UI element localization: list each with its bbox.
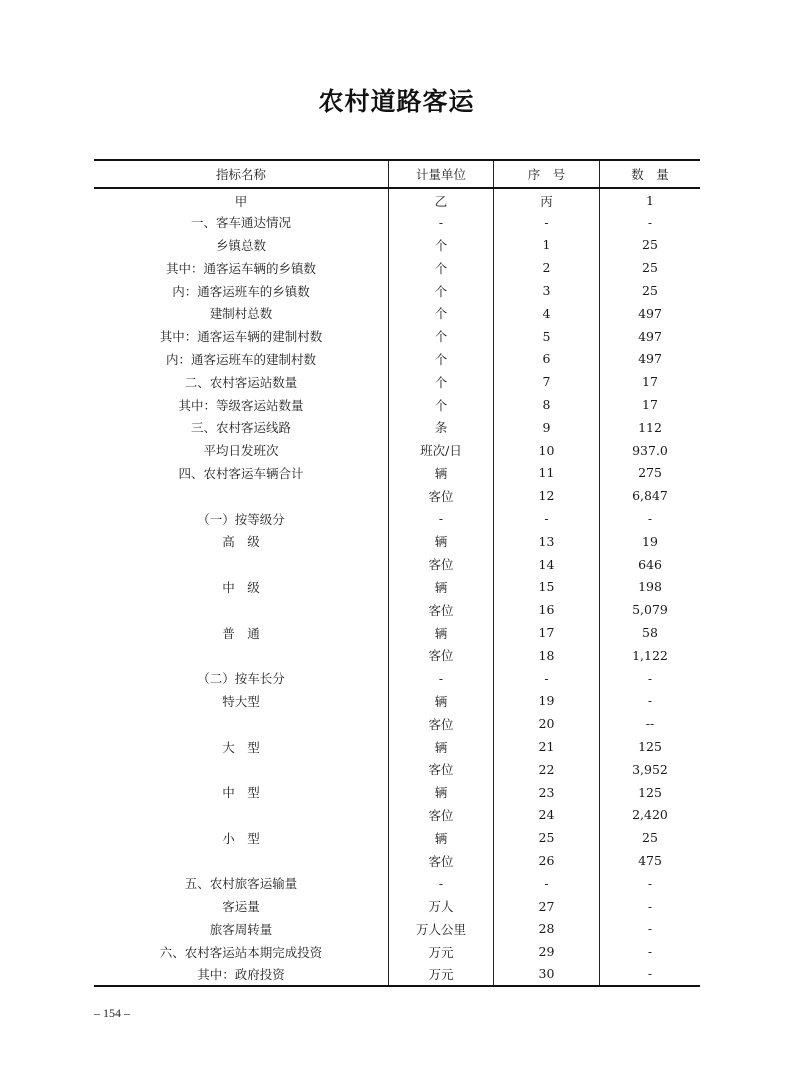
cell-quantity: 937.0: [600, 439, 701, 462]
table-row: [94, 826, 700, 849]
cell-indicator-name: [94, 484, 389, 507]
cell-serial-number: -: [494, 872, 600, 895]
cell-quantity: -: [600, 667, 701, 690]
cell-unit: 客位: [389, 553, 494, 576]
table-row: [94, 712, 700, 735]
table-row: [94, 804, 700, 827]
table-body: [94, 188, 700, 986]
cell-quantity: 2,420: [600, 804, 701, 827]
cell-indicator-name: 六、农村客运站本期完成投资: [159, 944, 323, 960]
cell-serial-number: 25: [494, 826, 600, 849]
cell-indicator-name: 旅客周转量: [209, 921, 273, 937]
cell-indicator-name: [94, 553, 389, 576]
cell-indicator-name: 三、农村客运线路: [190, 420, 291, 436]
cell-indicator-name: 高 级: [222, 534, 260, 550]
table-row: [94, 963, 700, 986]
cell-serial-number: 2: [494, 256, 600, 279]
cell-quantity: -: [600, 507, 701, 530]
table-row: [94, 872, 700, 895]
cell-serial-number: 14: [494, 553, 600, 576]
cell-serial-number: 3: [494, 279, 600, 302]
cell-unit: 个: [389, 302, 494, 325]
table-row: [94, 348, 700, 371]
cell-unit: 辆: [389, 781, 494, 804]
header-quantity: 数 量: [600, 160, 701, 188]
page-number: – 154 –: [94, 1006, 130, 1020]
cell-indicator-name: 其中：政府投资: [94, 963, 389, 986]
cell-unit: 客位: [389, 804, 494, 827]
table-row: [94, 393, 700, 416]
cell-serial-number: 11: [494, 462, 600, 485]
cell-unit: 客位: [389, 758, 494, 781]
cell-serial-number: 6: [494, 348, 600, 371]
cell-quantity: 497: [600, 325, 701, 348]
cell-quantity: 25: [600, 826, 701, 849]
cell-indicator-name: 小 型: [222, 830, 260, 846]
cell-unit: 个: [389, 393, 494, 416]
cell-unit: 客位: [389, 849, 494, 872]
cell-quantity: 58: [600, 621, 701, 644]
table-row: [94, 439, 700, 462]
table-row: [94, 325, 700, 348]
cell-unit: 万人公里: [389, 918, 494, 941]
cell-indicator-name: [94, 804, 389, 827]
cell-indicator-name: [94, 758, 389, 781]
cell-quantity: 125: [600, 735, 701, 758]
cell-unit: 客位: [389, 484, 494, 507]
cell-indicator-name: 普 通: [222, 625, 260, 641]
cell-quantity: 17: [600, 370, 701, 393]
cell-unit: 辆: [389, 621, 494, 644]
cell-serial-number: 1: [494, 234, 600, 257]
table-row: [94, 188, 700, 211]
cell-serial-number: -: [494, 211, 600, 234]
table-row: [94, 849, 700, 872]
cell-unit: 辆: [389, 576, 494, 599]
table-row: [94, 735, 700, 758]
cell-indicator-name: 乡镇总数: [215, 237, 266, 253]
cell-serial-number: -: [494, 667, 600, 690]
cell-indicator-name: 大 型: [222, 739, 260, 755]
table-row: [94, 940, 700, 963]
cell-serial-number: 20: [494, 712, 600, 735]
cell-serial-number: 丙: [494, 188, 600, 211]
cell-serial-number: 7: [494, 370, 600, 393]
cell-serial-number: 24: [494, 804, 600, 827]
cell-unit: 个: [389, 234, 494, 257]
table-row: [94, 530, 700, 553]
table-row: [94, 484, 700, 507]
cell-unit: 辆: [389, 735, 494, 758]
cell-serial-number: 22: [494, 758, 600, 781]
cell-indicator-name: 建制村总数: [209, 306, 273, 322]
cell-unit: 个: [389, 325, 494, 348]
cell-quantity: -: [600, 895, 701, 918]
cell-quantity: 25: [600, 279, 701, 302]
cell-serial-number: 19: [494, 690, 600, 713]
table-row: [94, 690, 700, 713]
cell-unit: 辆: [389, 462, 494, 485]
table-row: [94, 507, 700, 530]
cell-serial-number: 26: [494, 849, 600, 872]
cell-unit: -: [389, 507, 494, 530]
cell-quantity: 475: [600, 849, 701, 872]
cell-quantity: -: [600, 690, 701, 713]
cell-serial-number: -: [494, 507, 600, 530]
cell-unit: 万人: [389, 895, 494, 918]
header-indicator-name: 指标名称: [94, 160, 389, 188]
cell-indicator-name: 平均日发班次: [203, 443, 279, 459]
cell-unit: 万元: [389, 963, 494, 986]
table-row: [94, 576, 700, 599]
cell-quantity: 1: [600, 188, 701, 211]
table-row: [94, 667, 700, 690]
cell-indicator-name: 一、客车通达情况: [190, 215, 291, 231]
table-row: [94, 598, 700, 621]
page-title: 农村道路客运: [318, 87, 475, 116]
cell-serial-number: 4: [494, 302, 600, 325]
cell-unit: 班次/日: [389, 439, 494, 462]
table-row: [94, 416, 700, 439]
cell-indicator-name: （二）按车长分: [197, 671, 285, 687]
cell-quantity: 646: [600, 553, 701, 576]
cell-quantity: 125: [600, 781, 701, 804]
cell-quantity: --: [600, 712, 701, 735]
cell-indicator-name: 特大型: [222, 693, 260, 709]
cell-serial-number: 16: [494, 598, 600, 621]
cell-indicator-name: 五、农村旅客运输量: [184, 876, 298, 892]
cell-indicator-name: [94, 849, 389, 872]
table-row: [94, 234, 700, 257]
cell-unit: 辆: [389, 690, 494, 713]
cell-unit: -: [389, 667, 494, 690]
table-row: [94, 553, 700, 576]
cell-quantity: 275: [600, 462, 701, 485]
cell-unit: 客位: [389, 598, 494, 621]
cell-indicator-name: 其中：等级客运站数量: [178, 397, 304, 413]
cell-unit: 个: [389, 256, 494, 279]
cell-indicator-name: （一）按等级分: [197, 511, 285, 527]
cell-indicator-name: 二、农村客运站数量: [184, 374, 298, 390]
cell-quantity: -: [600, 918, 701, 941]
cell-quantity: 1,122: [600, 644, 701, 667]
cell-serial-number: 28: [494, 918, 600, 941]
table-row: [94, 758, 700, 781]
cell-serial-number: 13: [494, 530, 600, 553]
cell-serial-number: 29: [494, 940, 600, 963]
cell-indicator-name: 内：通客运班车的乡镇数: [172, 283, 310, 299]
cell-indicator-name: 其中：通客运车辆的建制村数: [159, 329, 323, 345]
cell-indicator-name: 其中：通客运车辆的乡镇数: [165, 260, 316, 276]
cell-quantity: 5,079: [600, 598, 701, 621]
cell-indicator-name: 甲: [234, 193, 248, 209]
cell-indicator-name: 四、农村客运车辆合计: [178, 465, 304, 481]
cell-unit: 个: [389, 279, 494, 302]
cell-serial-number: 27: [494, 895, 600, 918]
cell-indicator-name: [94, 712, 389, 735]
statistics-table: [94, 159, 700, 987]
cell-unit: 辆: [389, 530, 494, 553]
cell-quantity: -: [600, 940, 701, 963]
cell-serial-number: 5: [494, 325, 600, 348]
cell-quantity: 112: [600, 416, 701, 439]
table-row: [94, 918, 700, 941]
table-row: [94, 370, 700, 393]
table-row: [94, 781, 700, 804]
cell-unit: -: [389, 211, 494, 234]
cell-unit: 万元: [389, 940, 494, 963]
table-row: [94, 211, 700, 234]
cell-quantity: 6,847: [600, 484, 701, 507]
table-row: [94, 462, 700, 485]
cell-unit: 辆: [389, 826, 494, 849]
header-serial-number: 序 号: [494, 160, 600, 188]
cell-unit: 客位: [389, 644, 494, 667]
table-row: [94, 279, 700, 302]
cell-indicator-name: 中 级: [222, 579, 260, 595]
cell-indicator-name: [94, 644, 389, 667]
cell-unit: 乙: [389, 188, 494, 211]
cell-quantity: 17: [600, 393, 701, 416]
cell-unit: 个: [389, 370, 494, 393]
cell-quantity: 3,952: [600, 758, 701, 781]
cell-quantity: -: [600, 872, 701, 895]
cell-unit: 条: [389, 416, 494, 439]
cell-indicator-name: 客运量: [222, 899, 260, 915]
cell-quantity: -: [600, 211, 701, 234]
cell-serial-number: 30: [494, 963, 600, 986]
cell-serial-number: 18: [494, 644, 600, 667]
cell-quantity: -: [600, 963, 701, 986]
cell-indicator-name: 内：通客运班车的建制村数: [165, 351, 316, 367]
table-row: [94, 644, 700, 667]
cell-quantity: 25: [600, 256, 701, 279]
cell-indicator-name: [94, 598, 389, 621]
cell-quantity: 19: [600, 530, 701, 553]
cell-serial-number: 17: [494, 621, 600, 644]
header-unit: 计量单位: [389, 160, 494, 188]
cell-unit: -: [389, 872, 494, 895]
cell-serial-number: 23: [494, 781, 600, 804]
cell-serial-number: 12: [494, 484, 600, 507]
cell-serial-number: 21: [494, 735, 600, 758]
table-row: [94, 895, 700, 918]
cell-serial-number: 15: [494, 576, 600, 599]
cell-quantity: 497: [600, 348, 701, 371]
table-row: [94, 621, 700, 644]
cell-indicator-name: 中 型: [222, 785, 260, 801]
cell-quantity: 497: [600, 302, 701, 325]
cell-serial-number: 9: [494, 416, 600, 439]
table-header-row: [94, 160, 700, 188]
cell-serial-number: 8: [494, 393, 600, 416]
cell-unit: 个: [389, 348, 494, 371]
cell-quantity: 198: [600, 576, 701, 599]
table-row: [94, 302, 700, 325]
cell-serial-number: 10: [494, 439, 600, 462]
table-row: [94, 256, 700, 279]
cell-unit: 客位: [389, 712, 494, 735]
cell-quantity: 25: [600, 234, 701, 257]
